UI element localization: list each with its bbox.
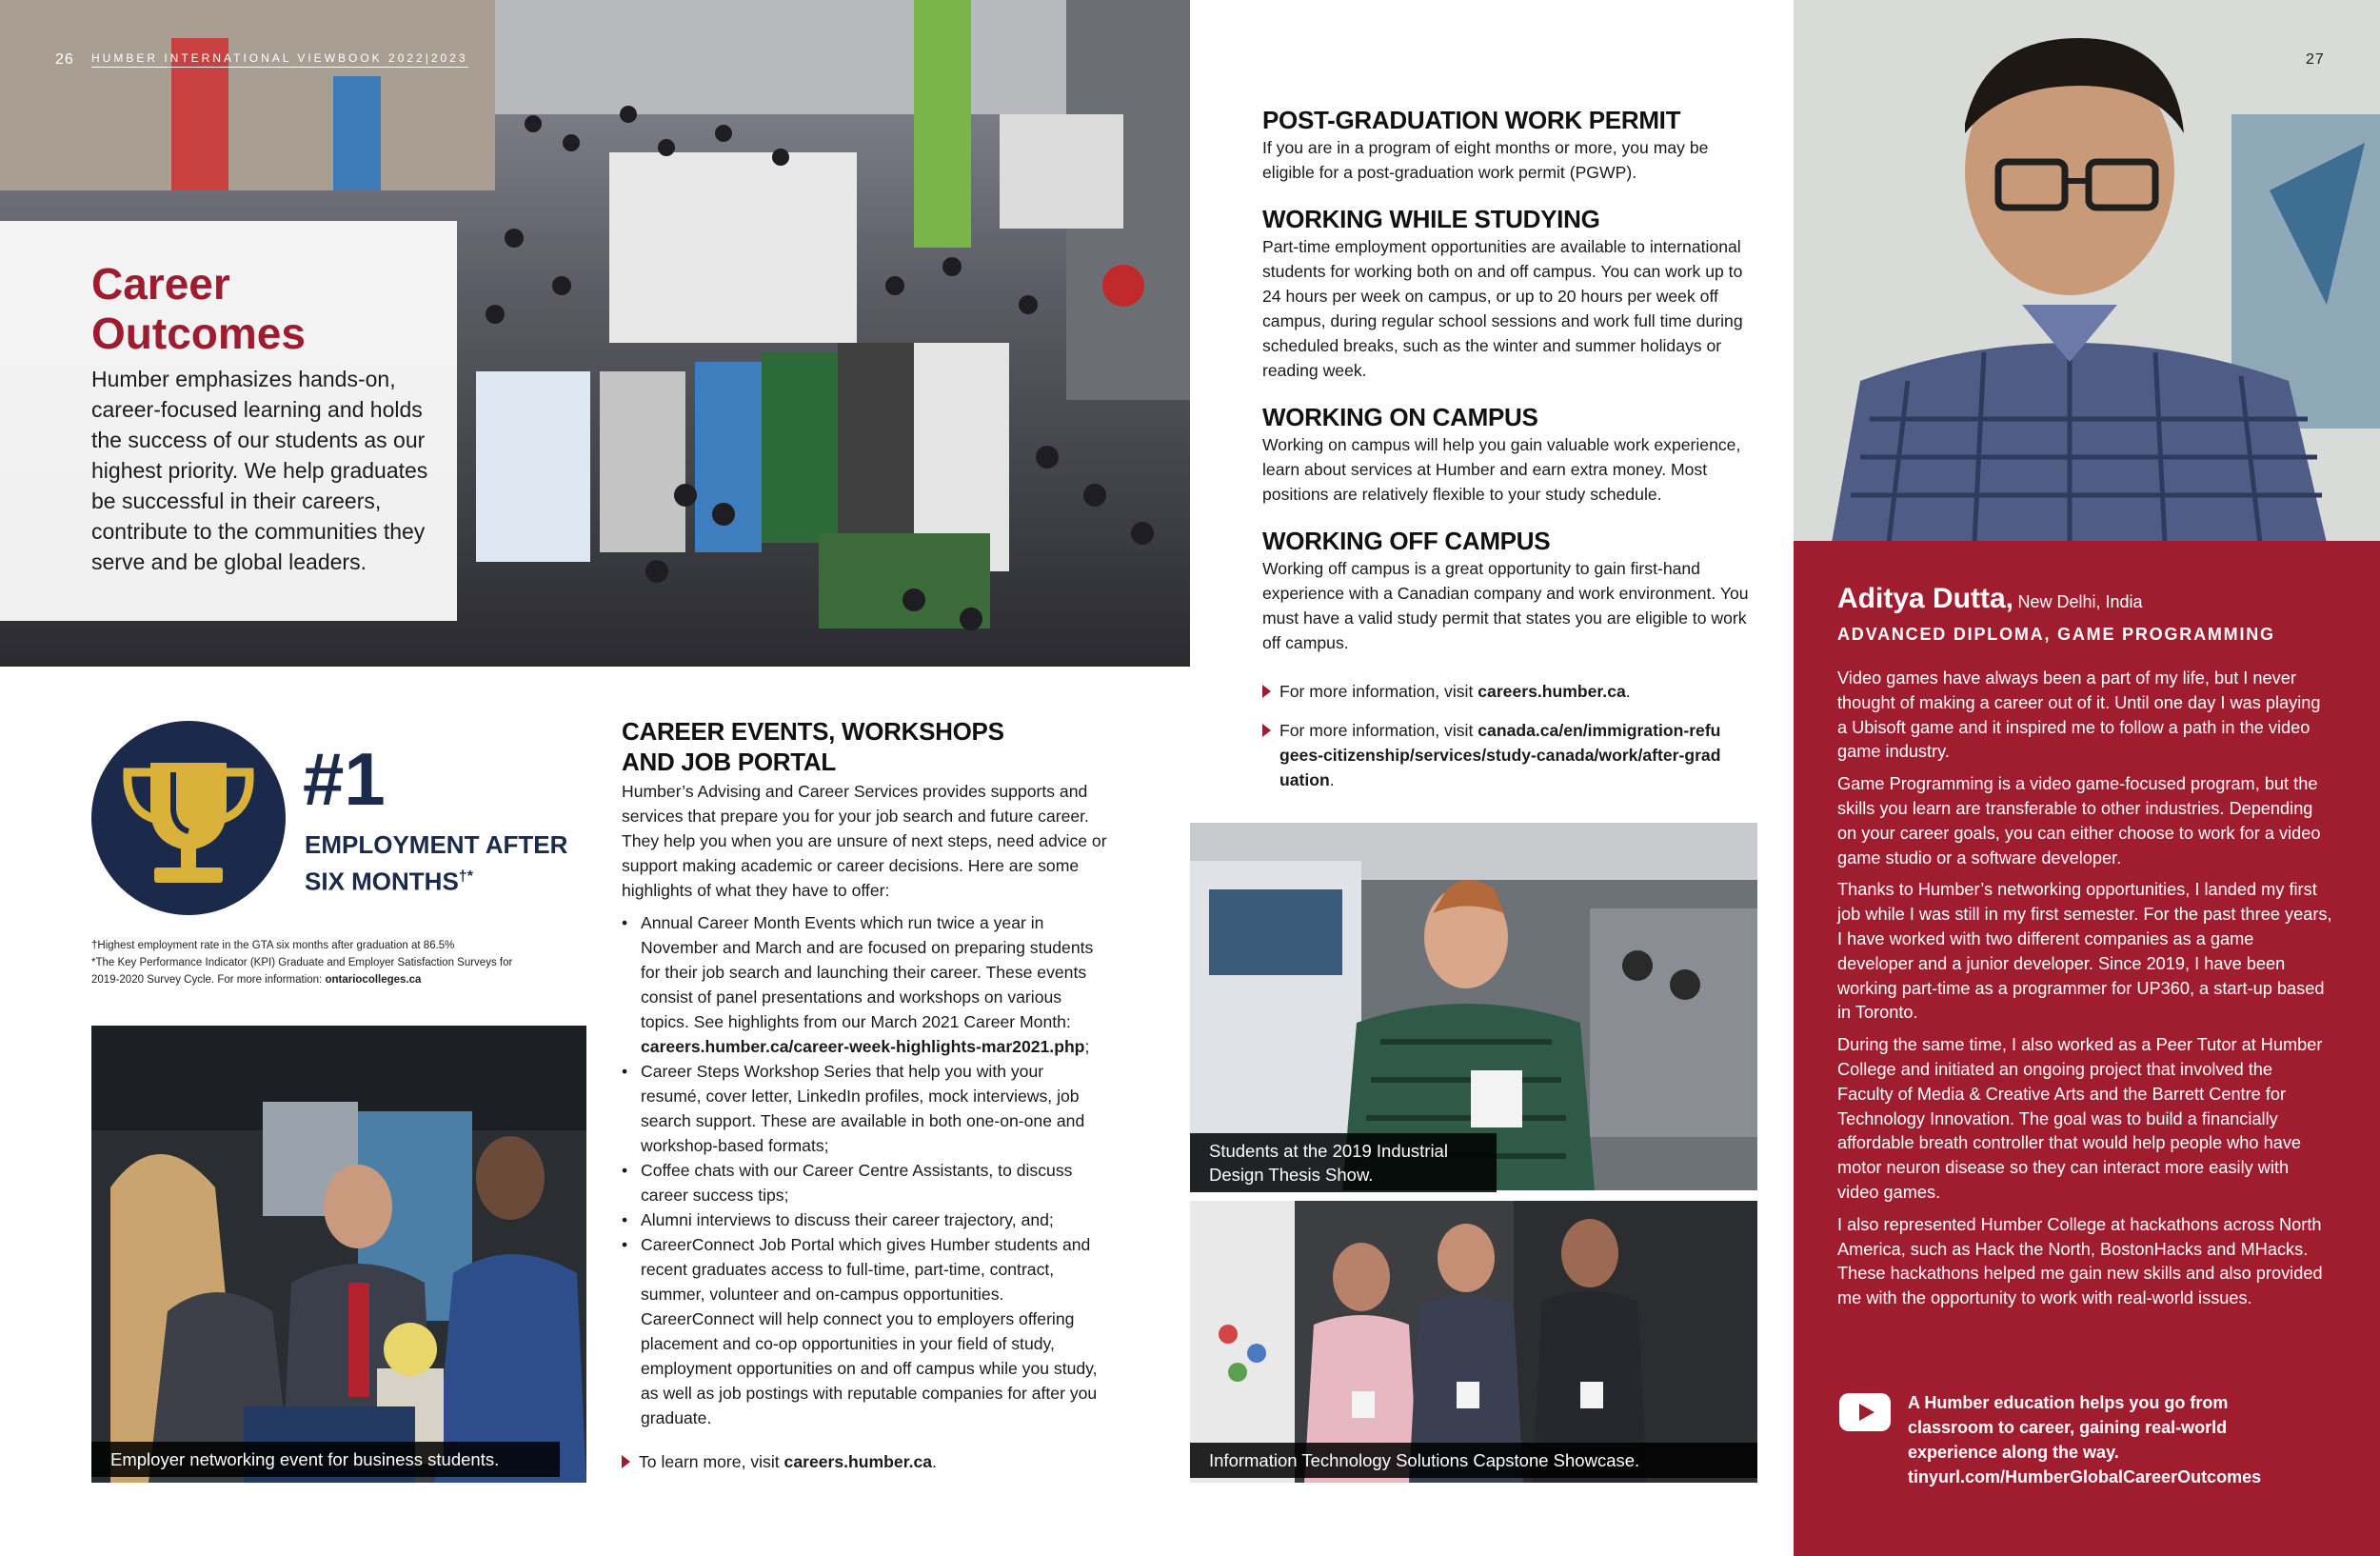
list-item: • CareerConnect Job Portal which gives Humber students and recent graduates access to full-time, part-time, contract, summer, volunteer and on-campus opportunities. CareerConnect will help connect you to employers offering placement and co-op opportunities in your field of study, employment opportunities on and off campus while you study, as well as job postings with reputable companies for after you graduate. (622, 1232, 1107, 1430)
trophy-icon (91, 721, 286, 915)
list-item: • Alumni interviews to discuss their career trajectory, and; (622, 1207, 1107, 1232)
woff-body: Working off campus is a great opportunity to gain first-hand experience with a Canadian company and work environment. You must have a valid study permit that states you are eligible to work off campus. (1262, 559, 1749, 652)
list-item-text: Annual Career Month Events which run twice a year in November and March and are focused on preparing students for their job search and launching their career. These events consist of panel presentations and workshops on various topics. See highlights from our March 2021 Career Month: (641, 913, 1094, 1031)
careers-link[interactable]: careers.humber.ca (783, 1452, 933, 1471)
capstone-photo (1190, 1201, 1757, 1483)
more-info-line-2 (1262, 718, 1727, 792)
career-events-list (622, 910, 1107, 1430)
video-promo-text: A Humber education helps you go from classroom to career, gaining real-world experience along the way. (1908, 1393, 2229, 1462)
list-item (622, 910, 1107, 1059)
footnote-2 (91, 954, 529, 988)
woc-heading: WORKING ON CAMPUS (1262, 403, 1538, 431)
learn-more-text: To learn more, visit (639, 1452, 784, 1471)
intro-text: Humber emphasizes hands-on, career-focused learning and holds the success of our students as our highest priority. We help graduates be successful in their careers, contribute to the communities they serve and be global leaders. (91, 367, 428, 574)
story-paragraph: Video games have always been a part of my life, but I never thought of making a career out of it. Until one day I was playing a Ubisoft game and it inspired me to follow a path in the video game industry. (1837, 668, 2321, 762)
story-paragraph: Game Programming is a video game-focused program, but the skills you learn are transferable to other industries. Depending on your career goals, you can either choose to work for a video game studio or a software developer. (1837, 774, 2321, 868)
woc-body: Working on campus will help you gain valuable work experience, learn about services at Humber and earn extra money. Most positions are relatively flexible to your study schedule. (1262, 435, 1741, 504)
footnote-2-text: *The Key Performance Indicator (KPI) Graduate and Employer Satisfaction Surveys for 2019-2020 Survey Cycle. For more information: (91, 957, 513, 986)
student-portrait (1794, 0, 2380, 543)
story-paragraph: Thanks to Humber’s networking opportunities, I landed my first job while I was still in my first semester. For the past three years, I have worked with two different companies as a game developer and a junior developer. Since 2019, I have been working part-time as a programmer for UP360, a start-up based in Toronto. (1837, 880, 2332, 1023)
list-item-end: ; (1084, 1037, 1090, 1056)
video-link[interactable]: tinyurl.com/HumberGlobalCareerOutcomes (1908, 1467, 2262, 1486)
story-paragraph: I also represented Humber College at hackathons across North America, such as Hack the North, BostonHacks and MHacks. These hackathons helped me gain new skills and also provided me with the opportunity to work with real-world issues. (1837, 1214, 2323, 1308)
canada-link[interactable]: canada.ca/en/immigration-refugees-citizenship/services/study-canada/work/after-graduation (1279, 721, 1721, 789)
youtube-play-icon[interactable] (1839, 1393, 1891, 1431)
stat-number: #1 (303, 737, 386, 821)
career-events-heading-line-1: CAREER EVENTS, WORKSHOPS (622, 717, 1004, 746)
more-info-end-2: . (1329, 770, 1335, 789)
wws-body: Part-time employment opportunities are available to international students for working both on and off campus. You can work up to 24 hours per week on campus, or up to 20 hours per week off campus, during regular school sessions and work full time during scheduled breaks, such as the winter and summer holidays or reading week. (1262, 237, 1743, 380)
footnote-1: †Highest employment rate in the GTA six months after graduation at 86.5% (91, 940, 455, 951)
careers-link-2[interactable]: careers.humber.ca (1478, 682, 1626, 701)
student-program: ADVANCED DIPLOMA, GAME PROGRAMMING (1837, 625, 2275, 644)
page-title (91, 259, 306, 358)
title-line-2: Outcomes (91, 309, 306, 358)
title-line-1: Career (91, 259, 230, 309)
profile-name-line (1837, 583, 2143, 615)
video-promo (1908, 1390, 2308, 1489)
thesis-caption: Students at the 2019 Industrial Design Thesis Show. (1190, 1133, 1497, 1192)
career-events-intro: Humber’s Advising and Career Services provides supports and services that prepare you for your job search and future career. They help you when you are unsure of next steps, need advice or support making academic or career decisions. Here are some highlights of what they have to offer: (622, 782, 1107, 900)
more-info-text-1: For more information, visit (1279, 682, 1478, 701)
student-name: Aditya Dutta, (1837, 583, 2014, 614)
stat-label (305, 828, 571, 898)
learn-more-line (622, 1449, 1124, 1474)
arrow-right-icon (1262, 685, 1271, 698)
page-number-right: 27 (2306, 51, 2325, 68)
footnote-2-link[interactable]: ontariocolleges.ca (325, 974, 422, 986)
story-paragraph: During the same time, I also worked as a Peer Tutor at Humber College and initiated an ongoing project that involved the Faculty of Media & Creative Arts and the Barrett Centre for Technology Innovation. The goal was to build a financially affordable breath controller that would help people who have motor neuron disease so they can interact more easily with video games. (1837, 1035, 2323, 1202)
arrow-right-icon (1262, 724, 1271, 737)
page-number-left: 26 (55, 51, 74, 68)
more-info-end-1: . (1625, 682, 1631, 701)
student-location: New Delhi, India (2017, 592, 2143, 611)
stat-label-line-1: EMPLOYMENT AFTER (305, 830, 568, 859)
networking-caption: Employer networking event for business students. (91, 1442, 560, 1477)
networking-photo (91, 1026, 586, 1483)
stat-footnote-marks: †* (458, 868, 473, 885)
capstone-caption: Information Technology Solutions Capstone Showcase. (1190, 1443, 1757, 1478)
pgwp-body: If you are in a program of eight months or more, you may be eligible for a post-graduation work permit (PGWP). (1262, 138, 1709, 182)
more-info-line-1 (1262, 679, 1775, 704)
learn-more-end: . (932, 1452, 937, 1471)
running-head: HUMBER INTERNATIONAL VIEWBOOK 2022|2023 (91, 51, 468, 68)
career-events-heading (622, 716, 1004, 777)
pgwp-heading: POST-GRADUATION WORK PERMIT (1262, 106, 1681, 134)
list-item: • Career Steps Workshop Series that help you with your resumé, cover letter, LinkedIn profiles, mock interviews, job search support. These are available in both one-on-one and workshop-based formats; (622, 1059, 1107, 1158)
career-week-link[interactable]: careers.humber.ca/career-week-highlights-mar2021.php (641, 1037, 1085, 1056)
wws-heading: WORKING WHILE STUDYING (1262, 205, 1600, 233)
trophy-badge (91, 721, 286, 915)
student-story (1837, 667, 2332, 1319)
list-item: • Coffee chats with our Career Centre Assistants, to discuss career success tips; (622, 1158, 1107, 1207)
arrow-right-icon (622, 1455, 630, 1468)
career-events-heading-line-2: AND JOB PORTAL (622, 748, 836, 776)
stat-label-line-2: SIX MONTHS (305, 867, 459, 896)
woff-heading: WORKING OFF CAMPUS (1262, 527, 1551, 555)
more-info-text-2: For more information, visit (1279, 721, 1478, 740)
